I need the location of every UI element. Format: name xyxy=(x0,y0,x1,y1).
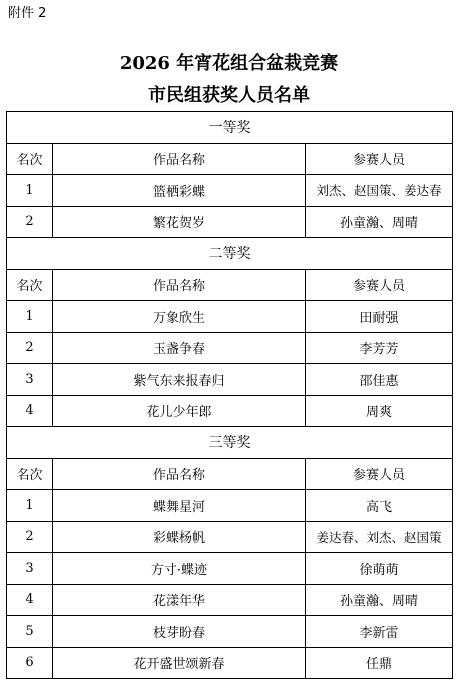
column-header-row xyxy=(7,143,453,175)
header-rank: 名次 xyxy=(7,269,53,301)
rank-cell: 5 xyxy=(7,616,53,648)
work-cell: 玉盏争春 xyxy=(53,332,306,364)
header-members: 参赛人员 xyxy=(306,458,453,490)
table-row xyxy=(7,616,453,648)
rank-cell: 1 xyxy=(7,175,53,207)
work-cell: 花漾年华 xyxy=(53,584,306,616)
members-cell: 姜达春、刘杰、赵国策 xyxy=(306,521,453,553)
header-rank: 名次 xyxy=(7,143,53,175)
work-cell: 枝芽盼春 xyxy=(53,616,306,648)
prize-heading: 一等奖 xyxy=(7,112,453,144)
rank-cell: 2 xyxy=(7,521,53,553)
table-row xyxy=(7,364,453,396)
table-row xyxy=(7,206,453,238)
header-work: 作品名称 xyxy=(53,143,306,175)
members-cell: 田耐强 xyxy=(306,301,453,333)
table-row xyxy=(7,553,453,585)
members-cell: 周爽 xyxy=(306,395,453,427)
work-cell: 花儿少年郎 xyxy=(53,395,306,427)
rank-cell: 6 xyxy=(7,647,53,679)
rank-cell: 3 xyxy=(7,364,53,396)
column-header-row xyxy=(7,269,453,301)
header-members: 参赛人员 xyxy=(306,269,453,301)
work-cell: 彩蝶杨帆 xyxy=(53,521,306,553)
prize-header-row xyxy=(7,112,453,144)
header-rank: 名次 xyxy=(7,458,53,490)
header-work: 作品名称 xyxy=(53,458,306,490)
work-cell: 万象欣生 xyxy=(53,301,306,333)
members-cell: 高飞 xyxy=(306,490,453,522)
table-row xyxy=(7,521,453,553)
rank-cell: 2 xyxy=(7,206,53,238)
members-cell: 刘杰、赵国策、姜达春 xyxy=(306,175,453,207)
work-cell: 花开盛世颂新春 xyxy=(53,647,306,679)
rank-cell: 1 xyxy=(7,490,53,522)
members-cell: 李新雷 xyxy=(306,616,453,648)
table-row xyxy=(7,332,453,364)
prize-heading: 二等奖 xyxy=(7,238,453,270)
column-header-row xyxy=(7,458,453,490)
members-cell: 任鼎 xyxy=(306,647,453,679)
attachment-label: 附件 2 xyxy=(8,6,47,21)
prize-header-row xyxy=(7,427,453,459)
header-members: 参赛人员 xyxy=(306,143,453,175)
members-cell: 孙童瀚、周晴 xyxy=(306,206,453,238)
members-cell: 孙童瀚、周晴 xyxy=(306,584,453,616)
rank-cell: 4 xyxy=(7,584,53,616)
table-row xyxy=(7,395,453,427)
members-cell: 徐萌萌 xyxy=(306,553,453,585)
page-title: 2026 年宵花组合盆栽竞赛 xyxy=(119,53,339,74)
table-row xyxy=(7,584,453,616)
work-cell: 蝶舞星河 xyxy=(53,490,306,522)
table-row xyxy=(7,647,453,679)
members-cell: 邵佳惠 xyxy=(306,364,453,396)
award-table xyxy=(6,111,453,679)
rank-cell: 3 xyxy=(7,553,53,585)
members-cell: 李芳芳 xyxy=(306,332,453,364)
rank-cell: 4 xyxy=(7,395,53,427)
table-row xyxy=(7,175,453,207)
table-row xyxy=(7,490,453,522)
prize-heading: 三等奖 xyxy=(7,427,453,459)
rank-cell: 1 xyxy=(7,301,53,333)
rank-cell: 2 xyxy=(7,332,53,364)
prize-header-row xyxy=(7,238,453,270)
work-cell: 篮栖彩蝶 xyxy=(53,175,306,207)
work-cell: 繁花贺岁 xyxy=(53,206,306,238)
work-cell: 紫气东来报春归 xyxy=(53,364,306,396)
page-subtitle: 市民组获奖人员名单 xyxy=(148,85,310,106)
table-row xyxy=(7,301,453,333)
work-cell: 方寸·蝶迹 xyxy=(53,553,306,585)
header-work: 作品名称 xyxy=(53,269,306,301)
